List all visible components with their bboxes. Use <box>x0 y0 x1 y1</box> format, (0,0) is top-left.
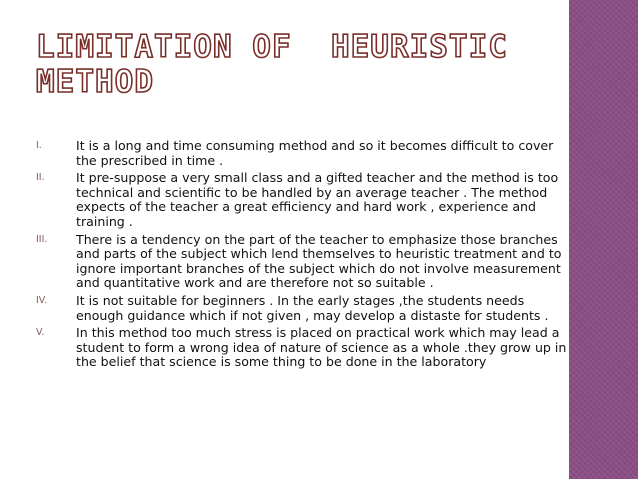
slide-title <box>36 30 556 100</box>
list-item-text: It is a long and time consuming method and so it becomes difficult to cover the prescribed in time . <box>76 138 554 168</box>
list-item-text: It pre-suppose a very small class and a gifted teacher and the method is too technical and scientific to be handled by an average teacher . The method expects of the teacher a great efficiency and hard work , experience and training . <box>76 170 559 229</box>
list-numeral: IV. <box>36 294 48 306</box>
list-item <box>36 233 570 291</box>
limitations-list <box>36 139 570 373</box>
title-line-2: METHOD <box>36 64 154 100</box>
list-numeral: II. <box>36 172 45 184</box>
list-item <box>36 326 570 370</box>
list-item-text: It is not suitable for beginners . In the early stages ,the students needs enough guidance which if not given , may develop a distaste for students . <box>76 292 549 323</box>
title-line-1: LIMITATION OF HEURISTIC <box>36 29 508 65</box>
list-item <box>36 171 570 229</box>
list-numeral: V. <box>36 327 45 339</box>
list-item <box>36 294 570 323</box>
list-item-text: There is a tendency on the part of the teacher to emphasize those branches and parts of the subject which lend themselves to heuristic treatment and to ignore important branches of the subject which do not involve measurement and quantitative work and are therefore not so suitable . <box>76 231 562 291</box>
list-item <box>36 139 570 168</box>
list-numeral: III. <box>36 233 48 245</box>
list-item-text: In this method too much stress is placed on practical work which may lead a student to form a wrong idea of nature of science as a whole .they grow up in the belief that science is some thing to be done in the laboratory <box>76 325 567 370</box>
list-numeral: I. <box>36 140 42 151</box>
decorative-side-bar <box>569 0 638 479</box>
